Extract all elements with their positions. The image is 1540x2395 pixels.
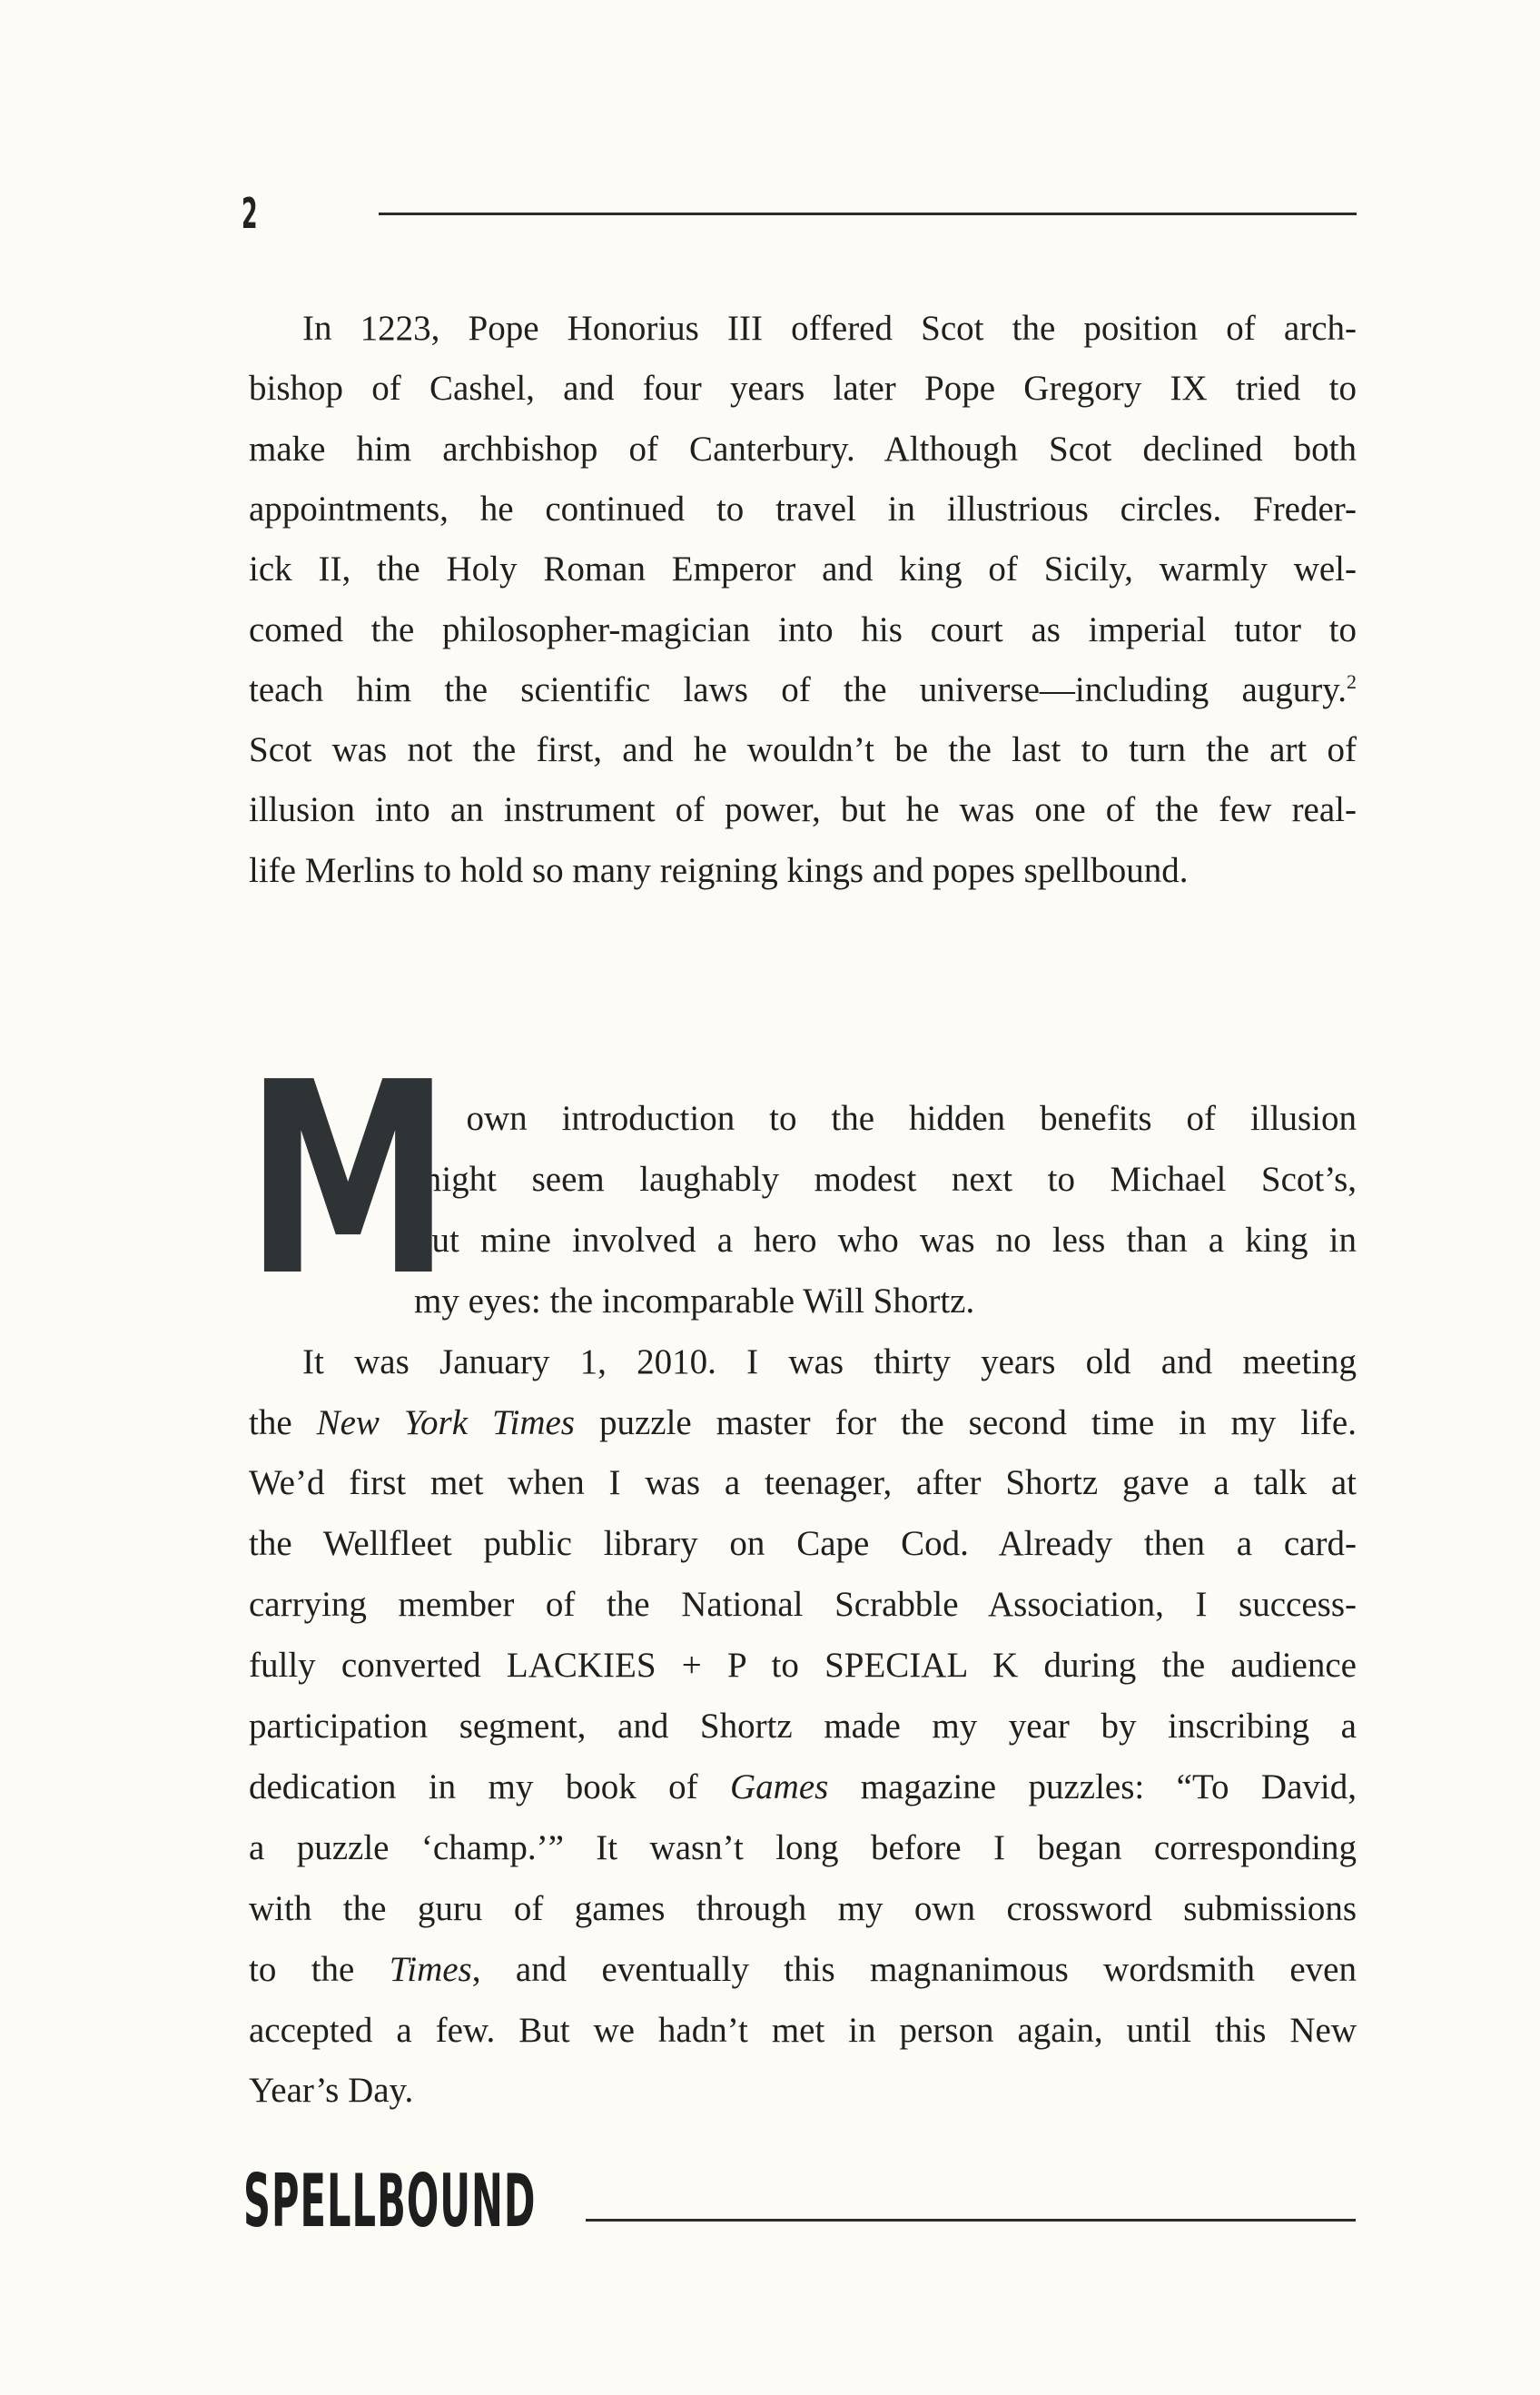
text-line [249,2001,1357,2061]
text-segment: the Wellfleet public library on Cape Cod. Already then a card- [249,1524,1357,1564]
text-segment: Scot was not the first, and he wouldn’t be the last to turn the art of [249,730,1357,770]
text-segment: In 1223, Pope Honorius III offered Scot the position of arch- [302,309,1357,348]
text-segment: puzzle master for the second time in my life. [575,1402,1357,1442]
text-line [249,1697,1357,1757]
text-segment: accepted a few. But we hadn’t met in person again, until this New [249,2010,1357,2050]
text-line [414,1150,1357,1210]
text-segment: make him archbishop of Canterbury. Although Scot declined both [249,429,1357,469]
text-line [249,359,1357,419]
text-segment: appointments, he continued to travel in illustrious circles. Freder- [249,489,1357,529]
text-segment: It was January 1, 2010. I was thirty years old and meeting [302,1341,1357,1381]
text-line [249,1818,1357,1878]
text-line [302,299,1357,359]
text-line [249,780,1357,840]
text-line [249,841,1357,901]
header-rule [379,213,1357,215]
text-segment: bishop of Cashel, and four years later Pope Gregory IX tried to [249,369,1357,409]
text-segment: Year’s Day. [249,2071,414,2111]
text-line [249,660,1357,720]
text-line [249,1940,1357,2000]
text-line [249,720,1357,780]
running-title: SPELLBOUND [243,2159,537,2243]
text-line [249,1636,1357,1696]
text-segment: the [249,1402,317,1442]
text-line [249,600,1357,660]
text-line [249,1879,1357,1939]
text-line [249,1575,1357,1635]
text-segment: life Merlins to hold so many reigning kings and popes spellbound. [249,850,1189,890]
text-line [249,1393,1357,1453]
text-segment: participation segment, and Shortz made my year by inscribing a [249,1707,1357,1746]
text-segment: dedication in my book of [249,1767,730,1806]
footer-rule [586,2219,1356,2222]
text-line [414,1211,1357,1271]
text-segment: , and eventually this magnanimous wordsmith even [471,1949,1357,1989]
text-segment: y own introduction to the hidden benefits of illusion [414,1099,1357,1138]
page-number: 2 [242,189,258,238]
text-line [249,1514,1357,1574]
text-line [414,1272,1357,1331]
text-line [249,1757,1357,1817]
text-line [414,1089,1357,1149]
text-line [302,1332,1357,1392]
text-segment: a puzzle ‘champ.’” It wasn’t long before I began corresponding [249,1827,1357,1867]
text-segment: my eyes: the incomparable Will Shortz. [414,1281,975,1321]
text-segment: to the [249,1949,390,1989]
text-line [249,2061,1357,2121]
italic-text: Times [389,1949,472,1989]
text-segment: magazine puzzles: “To David, [828,1767,1357,1806]
italic-text: Games [729,1767,829,1806]
text-segment: with the guru of games through my own crossword submissions [249,1888,1357,1928]
drop-cap: M [245,1025,451,1334]
text-segment: might seem laughably modest next to Michael Scot’s, [414,1159,1357,1199]
text-segment: comed the philosopher-magician into his court as imperial tutor to [249,609,1357,649]
footnote-ref: 2 [1347,669,1357,693]
text-line [249,539,1357,599]
text-segment: ick II, the Holy Roman Emperor and king of Sicily, warmly wel- [249,549,1357,589]
text-segment: carrying member of the National Scrabble Association, I success- [249,1585,1357,1625]
text-line [249,480,1357,539]
text-segment: We’d first met when I was a teenager, after Shortz gave a talk at [249,1463,1357,1503]
italic-text: New York Times [316,1402,575,1442]
text-segment: fully converted LACKIES + P to SPECIAL K during the audience [249,1646,1357,1686]
text-segment: but mine involved a hero who was no less than a king in [414,1220,1357,1260]
text-line [249,420,1357,480]
text-segment: teach him the scientific laws of the universe—including augury. [249,669,1347,709]
text-line [249,1453,1357,1513]
text-segment: illusion into an instrument of power, but he was one of the few real- [249,790,1357,830]
